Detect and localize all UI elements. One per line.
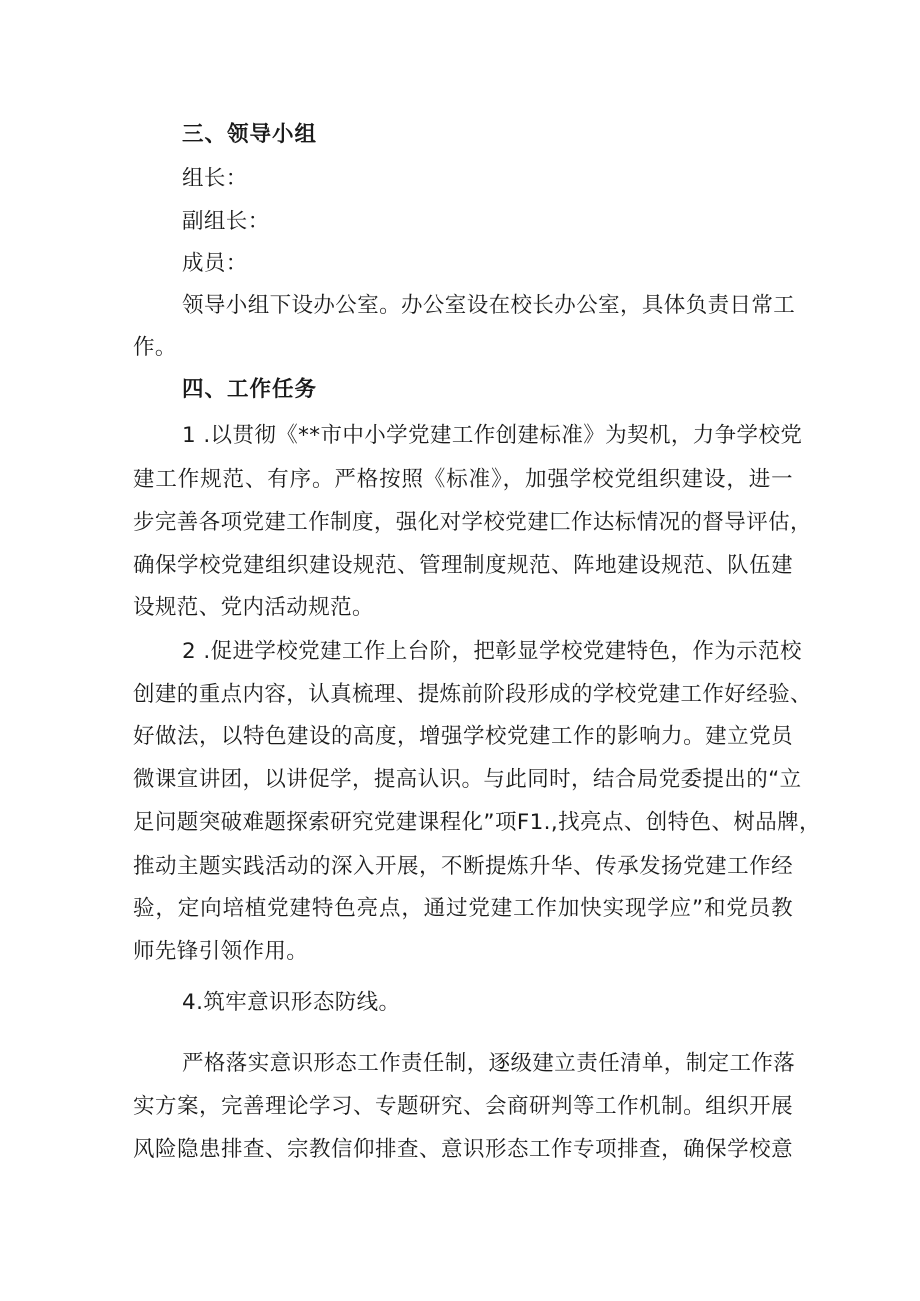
leader-label: 组长： bbox=[182, 166, 248, 191]
task-2-line: 足问题突破难题探索研究党建课程化”项F1.,找亮点、创特色、树品牌， bbox=[133, 810, 821, 835]
task-4-line: 严格落实意识形态工作责任制，逐级建立责任清单，制定工作落 bbox=[182, 1051, 796, 1076]
task-2-line: 好做法，以特色建设的高度，增强学校党建工作的影响力。建立党员 bbox=[133, 724, 793, 749]
members-label: 成员： bbox=[182, 251, 248, 276]
task-1-line: 步完善各项党建工作制度，强化对学校党建匚作达标情况的督导评估， bbox=[133, 510, 812, 535]
task-2-line: 验，定向培植党建特色亮点，通过党建工作加快实现学应”和党员教 bbox=[133, 896, 793, 921]
task-4-line: 风险隐患排查、宗教信仰排查、意识形态工作专项排查，确保学校意 bbox=[133, 1137, 793, 1162]
task-2-line: 微课宣讲团，以讲促学，提高认识。与此同时，结合局党委提出的“立 bbox=[133, 767, 802, 792]
task-4-line: 实方案，完善理论学习、专题研究、会商研判等工作机制。组织开展 bbox=[133, 1094, 793, 1119]
task-1-line: 确保学校党建组织建设规范、管理制度规范、阵地建设规范、队伍建 bbox=[133, 553, 793, 578]
deputy-leader-label: 副组长： bbox=[182, 209, 270, 234]
task-2-line: 创建的重点内容，认真梳理、提炼前阶段形成的学校党建工作好经验、 bbox=[133, 682, 812, 707]
office-paragraph-line: 领导小组下设办公室。办公室设在校长办公室，具体负责日常工 bbox=[182, 293, 796, 318]
task-2-line: 师先锋引领作用。 bbox=[133, 939, 309, 964]
task-2-line: 2 .促进学校党建工作上台阶，把彰显学校党建特色，作为示范校 bbox=[182, 639, 802, 664]
task-1-line: 设规范、党内活动规范。 bbox=[133, 595, 374, 620]
task-1-line: 建工作规范、有序。严格按照《标准》，加强学校党组织建设，进一 bbox=[133, 467, 793, 492]
task-2-line: 推动主题实践活动的深入开展，不断提炼升华、传承发扬党建工作经 bbox=[133, 854, 793, 879]
task-4-heading: 4.筑牢意识形态防线。 bbox=[182, 990, 401, 1015]
section-3-heading: 三、领导小组 bbox=[182, 122, 318, 147]
office-paragraph-line: 作。 bbox=[133, 335, 177, 360]
section-4-heading: 四、工作任务 bbox=[182, 377, 318, 402]
task-1-line: 1 .以贯彻《**市中小学党建工作创建标准》为契机，力争学校党 bbox=[182, 423, 803, 448]
